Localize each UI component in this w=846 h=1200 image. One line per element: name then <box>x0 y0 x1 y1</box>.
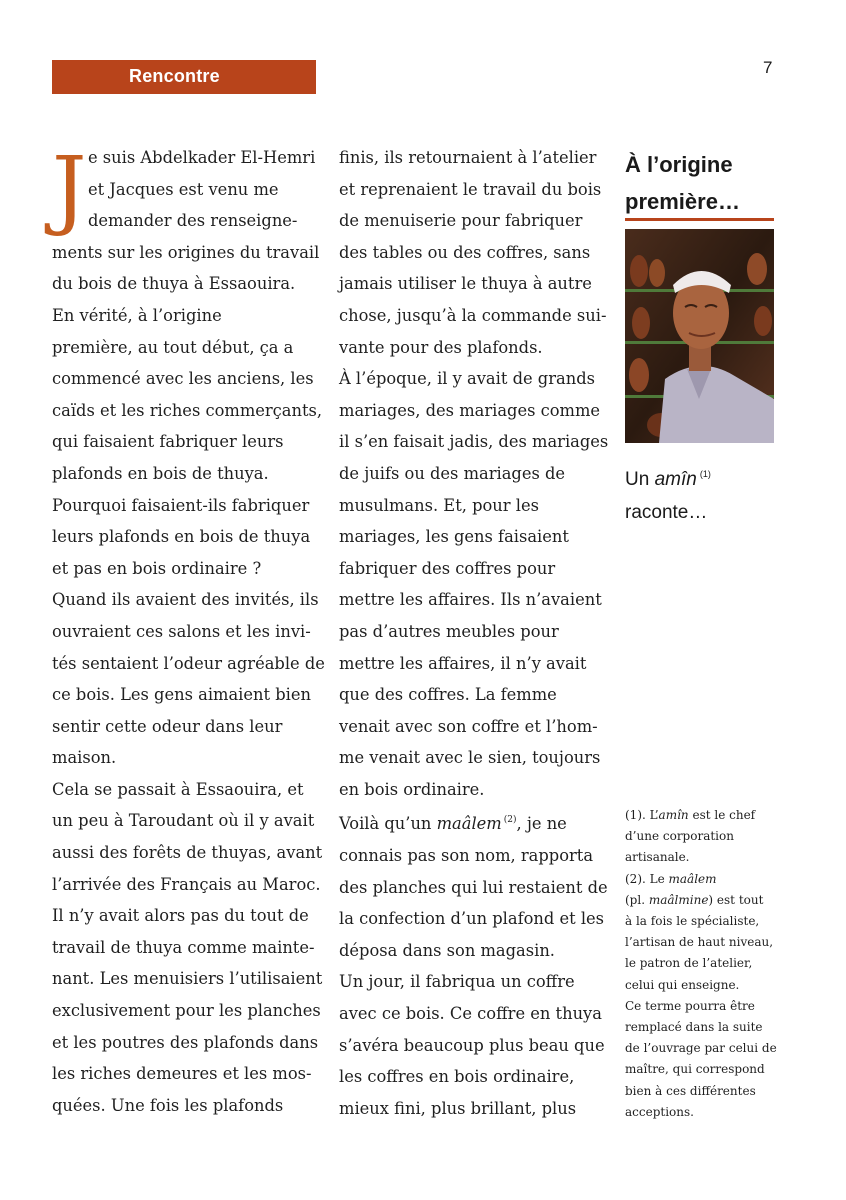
footnote-line: Ce terme pourra être <box>625 998 755 1013</box>
footnote-line: remplacé dans la suite <box>625 1020 763 1035</box>
portrait-photo <box>625 229 774 443</box>
footnote-line: bien à ces différentes <box>625 1083 756 1098</box>
footnote-2 <box>625 869 785 890</box>
text-line: ouvraient ces salons et les invi- <box>52 621 311 641</box>
text-line: pas d’autres meubles pour <box>339 621 559 641</box>
text-span: (pl. <box>625 892 649 907</box>
text-line: quées. Une fois les plafonds <box>52 1095 284 1115</box>
text-line: mettre les affaires. Ils n’avaient <box>339 590 602 610</box>
text-line: finis, ils retournaient à l’atelier <box>339 148 597 167</box>
term-maalem: maâlem <box>668 871 717 886</box>
caption-line: raconte… <box>625 502 708 523</box>
text-line: et Jacques est venu me <box>88 179 279 199</box>
text-line: de menuiserie pour fabriquer <box>339 211 583 231</box>
text-line: en bois ordinaire. <box>339 779 485 799</box>
footnote-line <box>625 890 785 911</box>
footnote-1 <box>625 805 785 826</box>
caption-prefix: Un <box>625 469 655 490</box>
text-line: tés sentaient l’odeur agréable de <box>52 653 325 673</box>
footnote-line: celui qui enseigne. <box>625 977 740 992</box>
text-line: première, au tout début, ça a <box>52 337 294 357</box>
page-number: 7 <box>763 58 773 77</box>
text-span: (1). L’ <box>625 808 659 822</box>
text-line: un peu à Taroudant où il y avait <box>52 811 315 831</box>
sidebar-title <box>625 146 785 220</box>
footnote-ref-2[interactable]: (2) <box>503 815 517 826</box>
text-line: venait avec son coffre et l’hom- <box>339 716 598 736</box>
portrait-illustration <box>625 229 774 443</box>
text-line: sentir cette odeur dans leur <box>52 716 283 736</box>
text-line: maison. <box>52 748 117 768</box>
text-span: , je ne <box>516 814 567 834</box>
text-line: il s’en faisait jadis, des mariages <box>339 432 609 452</box>
section-header-band <box>52 60 316 94</box>
sidebar-title-line: première… <box>625 189 740 214</box>
text-line: et les poutres des plafonds dans <box>52 1032 319 1052</box>
text-line: mariages, des mariages comme <box>339 400 601 420</box>
text-line: À l’époque, il y avait de grands <box>339 369 595 389</box>
text-line: plafonds en bois de thuya. <box>52 463 269 483</box>
footnote-line: d’une corporation <box>625 829 734 844</box>
sidebar-accent-rule <box>625 218 774 221</box>
text-line: déposa dans son magasin. <box>339 940 555 960</box>
text-line: qui faisaient fabriquer leurs <box>52 432 284 452</box>
text-line: Cela se passait à Essaouira, et <box>52 779 304 799</box>
text-line: commencé avec les anciens, les <box>52 369 314 389</box>
text-line: jamais utiliser le thuya à autre <box>339 274 592 294</box>
text-line: caïds et les riches commerçants, <box>52 400 323 420</box>
text-line: Quand ils avaient des invités, ils <box>52 590 319 610</box>
footnote-line: acceptions. <box>625 1104 694 1119</box>
text-line: me venait avec le sien, toujours <box>339 748 601 768</box>
footnote-line: le patron de l’atelier, <box>625 956 753 971</box>
footnote-ref-1[interactable]: (1) <box>699 469 711 479</box>
text-line: Pourquoi faisaient-ils fabriquer <box>52 495 310 515</box>
text-line: des tables ou des coffres, sans <box>339 242 591 262</box>
text-line: ce bois. Les gens aimaient bien <box>52 685 311 705</box>
text-line: la confection d’un plafond et les <box>339 909 605 929</box>
text-line: demander des renseigne- <box>88 211 298 231</box>
article-column-2 <box>339 142 609 1124</box>
sidebar-title-line: À l’origine <box>625 152 733 177</box>
text-line: e suis Abdelkader El-Hemri <box>88 148 316 167</box>
text-line-maalem <box>339 805 609 840</box>
drop-cap: J <box>52 139 87 239</box>
text-line: Il n’y avait alors pas du tout de <box>52 906 309 926</box>
footnotes <box>625 805 785 1123</box>
text-line: vante pour des plafonds. <box>339 337 543 357</box>
text-line: mieux fini, plus brillant, plus <box>339 1098 577 1118</box>
article-column-1 <box>52 139 325 1121</box>
text-span: est le chef <box>688 808 756 822</box>
text-line: nant. Les menuisiers l’utilisaient <box>52 969 323 989</box>
text-line: musulmans. Et, pour les <box>339 495 539 515</box>
text-line: avec ce bois. Ce coffre en thuya <box>339 1004 602 1024</box>
text-line: et reprenaient le travail du bois <box>339 179 602 199</box>
text-span: ) est tout <box>708 892 764 907</box>
text-line: les riches demeures et les mos- <box>52 1064 312 1084</box>
text-line: ments sur les origines du travail <box>52 242 320 262</box>
text-line: les coffres en bois ordinaire, <box>339 1067 575 1087</box>
text-line: leurs plafonds en bois de thuya <box>52 527 311 547</box>
text-line: s’avéra beaucoup plus beau que <box>339 1035 605 1055</box>
term-amin: amîn <box>658 808 689 822</box>
text-line: l’arrivée des Français au Maroc. <box>52 874 321 894</box>
text-line: travail de thuya comme mainte- <box>52 937 315 957</box>
text-line: En vérité, à l’origine <box>52 305 222 325</box>
footnote-line: maître, qui correspond <box>625 1062 765 1077</box>
section-label: Rencontre <box>129 66 220 86</box>
footnote-line: artisanale. <box>625 850 690 865</box>
text-line: des planches qui lui restaient de <box>339 877 608 897</box>
term-amin: amîn <box>654 469 697 490</box>
term-maalem: maâlem <box>436 814 502 834</box>
text-line: que des coffres. La femme <box>339 685 557 705</box>
text-line: exclusivement pour les planches <box>52 1001 321 1021</box>
text-span: (2). Le <box>625 871 669 886</box>
text-span: Voilà qu’un <box>339 814 437 834</box>
footnote-line: l’artisan de haut niveau, <box>625 935 774 950</box>
text-line: mettre les affaires, il n’y avait <box>339 653 587 673</box>
text-line: et pas en bois ordinaire ? <box>52 558 262 578</box>
text-line: de juifs ou des mariages de <box>339 463 566 483</box>
text-line: chose, jusqu’à la commande sui- <box>339 305 607 325</box>
term-maalmine: maâlmine <box>648 892 709 907</box>
footnote-line: de l’ouvrage par celui de <box>625 1041 777 1056</box>
text-line: aussi des forêts de thuyas, avant <box>52 843 323 863</box>
text-line: connais pas son nom, rapporta <box>339 846 594 866</box>
text-line: Un jour, il fabriqua un coffre <box>339 972 575 992</box>
caption-line <box>625 458 785 496</box>
footnote-line: à la fois le spécialiste, <box>625 914 760 929</box>
photo-caption <box>625 458 785 529</box>
text-line: mariages, les gens faisaient <box>339 527 569 547</box>
text-line: du bois de thuya à Essaouira. <box>52 274 296 294</box>
text-line: fabriquer des coffres pour <box>339 558 556 578</box>
